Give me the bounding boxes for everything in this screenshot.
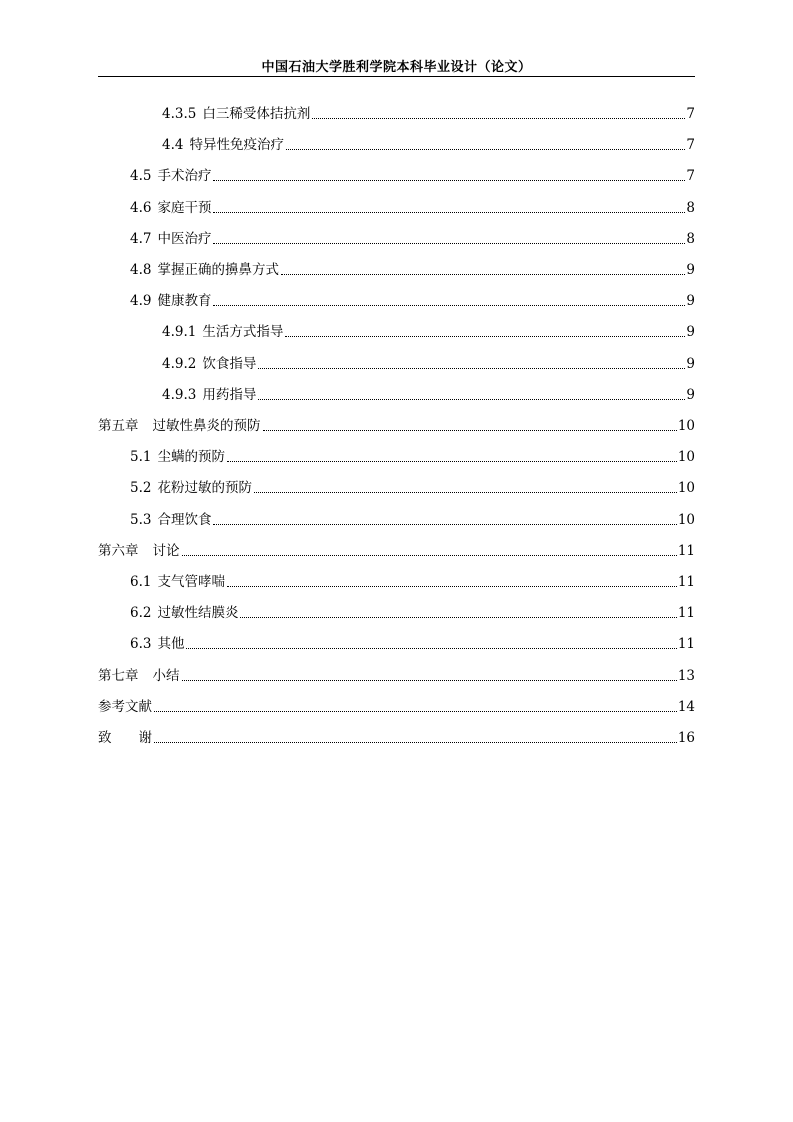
toc-entry-page-number: 8 <box>686 230 695 247</box>
toc-dot-leader <box>254 491 677 493</box>
toc-dot-leader <box>213 523 676 525</box>
toc-entry-page-number: 9 <box>686 262 695 278</box>
toc-entry-page-number: 9 <box>686 386 695 403</box>
toc-entry-number: 4.9.3 <box>162 386 197 403</box>
toc-dot-leader <box>213 179 685 181</box>
toc-entry[interactable] <box>130 197 695 219</box>
toc-entry-title: 小结 <box>152 667 180 684</box>
toc-entry-page-number: 10 <box>677 511 695 528</box>
toc-entry-number: 5.2 <box>130 480 152 497</box>
toc-entry-title: 中医治疗 <box>157 230 212 247</box>
toc-entry-page-number: 9 <box>686 293 695 310</box>
toc-entry-page-number: 13 <box>677 667 695 684</box>
toc-entry-number: 第六章 <box>98 542 139 559</box>
toc-entry[interactable] <box>130 165 695 187</box>
toc-dot-leader <box>154 741 677 743</box>
toc-entry-number: 第五章 <box>98 418 139 434</box>
toc-entry-page-number: 8 <box>686 199 695 216</box>
toc-entry[interactable] <box>162 134 695 156</box>
toc-dot-leader <box>281 273 685 275</box>
toc-entry-page-number: 10 <box>677 418 695 434</box>
toc-dot-leader <box>227 585 677 587</box>
toc-entry-number: 6.2 <box>130 605 152 622</box>
toc-entry-number: 第七章 <box>98 667 139 684</box>
toc-dot-leader <box>263 429 677 431</box>
toc-entry-number: 5.1 <box>130 449 152 466</box>
toc-entry-title: 合理饮食 <box>157 511 212 528</box>
toc-entry-page-number: 9 <box>686 355 695 372</box>
toc-entry-title: 支气管哮喘 <box>157 574 225 590</box>
toc-dot-leader <box>258 398 685 400</box>
toc-dot-leader <box>213 242 685 244</box>
toc-entry-number: 4.5 <box>130 168 152 185</box>
toc-entry-title: 其他 <box>157 636 185 653</box>
toc-entry[interactable] <box>130 509 695 531</box>
toc-dot-leader <box>154 710 677 712</box>
toc-entry-page-number: 11 <box>677 574 695 590</box>
toc-entry-title: 特异性免疫治疗 <box>189 137 284 154</box>
toc-entry[interactable] <box>162 353 695 375</box>
page-header-title: 中国石油大学胜利学院本科毕业设计（论文） <box>261 60 532 75</box>
toc-entry-title: 白三稀受体拮抗剂 <box>202 106 311 122</box>
toc-entry[interactable] <box>130 602 695 624</box>
toc-entry-number: 4.6 <box>130 199 152 216</box>
toc-entry-title: 参考文献 <box>98 698 152 715</box>
toc-entry-title: 生活方式指导 <box>202 324 284 341</box>
header-divider <box>98 76 695 77</box>
toc-entry-number: 4.9.2 <box>162 355 197 372</box>
toc-dot-leader <box>258 367 685 369</box>
toc-entry-title: 掌握正确的擤鼻方式 <box>157 262 279 278</box>
toc-entry-page-number: 10 <box>677 449 695 466</box>
toc-entry-number: 4.7 <box>130 230 152 247</box>
toc-entry-page-number: 10 <box>677 480 695 497</box>
toc-dot-leader <box>312 117 685 119</box>
toc-entry-title: 致 谢 <box>98 730 152 746</box>
toc-entry[interactable] <box>130 259 695 281</box>
toc-entry-title: 尘螨的预防 <box>157 449 225 466</box>
toc-entry[interactable] <box>130 477 695 499</box>
toc-entry[interactable] <box>130 446 695 468</box>
toc-entry-page-number: 11 <box>677 605 695 622</box>
toc-entry-number: 6.3 <box>130 636 152 653</box>
toc-entry-title: 饮食指导 <box>202 355 257 372</box>
toc-entry-number: 6.1 <box>130 574 152 590</box>
toc-entry-page-number: 16 <box>677 730 695 746</box>
toc-dot-leader <box>286 148 685 150</box>
toc-entry-title: 家庭干预 <box>157 199 212 216</box>
toc-entry-page-number: 11 <box>677 542 695 559</box>
toc-entry-page-number: 7 <box>686 106 695 122</box>
toc-entry[interactable] <box>98 415 695 437</box>
toc-entry-title: 过敏性鼻炎的预防 <box>152 418 261 434</box>
toc-dot-leader <box>213 211 685 213</box>
toc-entry[interactable] <box>98 665 695 687</box>
toc-entry[interactable] <box>98 540 695 562</box>
toc-entry-page-number: 7 <box>686 168 695 185</box>
toc-entry[interactable] <box>130 290 695 312</box>
toc-entry-title: 用药指导 <box>202 386 257 403</box>
toc-entry[interactable] <box>130 633 695 655</box>
toc-entry-title: 健康教育 <box>157 293 212 310</box>
toc-entry-number: 4.9 <box>130 293 152 310</box>
toc-entry-number: 4.9.1 <box>162 324 197 341</box>
toc-entry[interactable] <box>130 571 695 593</box>
toc-entry-number: 4.4 <box>162 137 184 154</box>
toc-entry-number: 5.3 <box>130 511 152 528</box>
toc-entry-number: 4.8 <box>130 262 152 278</box>
toc-entry[interactable] <box>130 228 695 250</box>
toc-entry-title: 讨论 <box>152 542 180 559</box>
toc-entry-page-number: 7 <box>686 137 695 154</box>
toc-dot-leader <box>227 460 677 462</box>
toc-dot-leader <box>240 616 676 618</box>
toc-dot-leader <box>182 679 677 681</box>
toc-entry[interactable] <box>162 384 695 406</box>
toc-entry-title: 手术治疗 <box>157 168 212 185</box>
toc-entry-page-number: 11 <box>677 636 695 653</box>
toc-entry-page-number: 14 <box>677 698 695 715</box>
toc-entry[interactable] <box>98 696 695 718</box>
toc-dot-leader <box>186 647 676 649</box>
toc-entry[interactable] <box>162 103 695 125</box>
toc-dot-leader <box>182 554 677 556</box>
toc-entry[interactable] <box>162 321 695 343</box>
toc-entry[interactable] <box>98 727 695 749</box>
toc-entry-title: 过敏性结膜炎 <box>157 605 239 622</box>
toc-dot-leader <box>213 304 685 306</box>
toc-entry-title: 花粉过敏的预防 <box>157 480 252 497</box>
toc-entry-page-number: 9 <box>686 324 695 341</box>
toc-entry-number: 4.3.5 <box>162 106 197 122</box>
toc-dot-leader <box>285 335 685 337</box>
